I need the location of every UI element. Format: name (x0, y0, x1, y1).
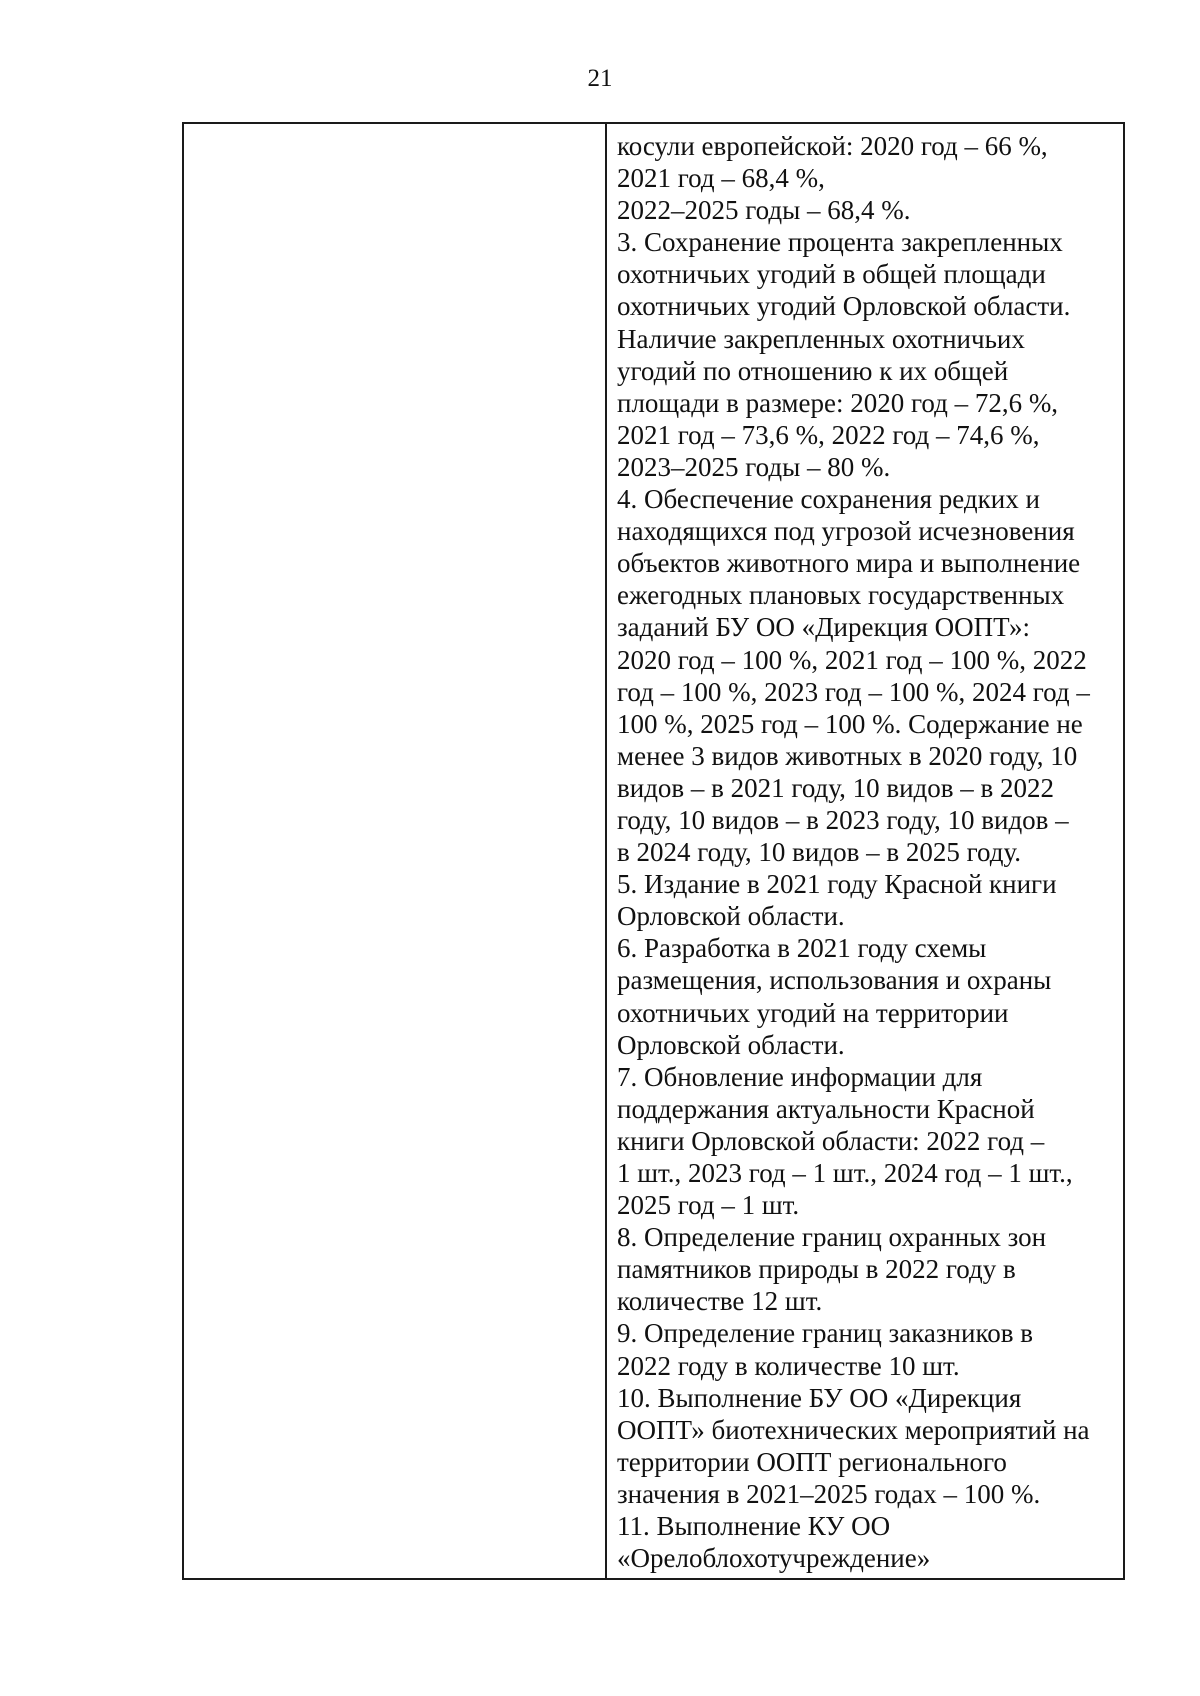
text-line: 7. Обновление информации для (617, 1061, 983, 1092)
text-line: значения в 2021–2025 годах – 100 %. (617, 1478, 1041, 1509)
table-left-cell (184, 124, 607, 1578)
text-line: 5. Издание в 2021 году Красной книги (617, 869, 1057, 900)
text-line: 2022–2025 годы – 68,4 %. (617, 195, 911, 226)
text-line: площади в размере: 2020 год – 72,6 %, (617, 387, 1059, 418)
text-line: «Орелоблохотучреждение» (617, 1543, 931, 1574)
text-line: памятников природы в 2022 году в (617, 1254, 1016, 1285)
text-line: поддержания актуальности Красной (617, 1093, 1035, 1124)
text-line: территории ООПТ регионального (617, 1446, 1007, 1477)
text-line: Наличие закрепленных охотничьих (617, 323, 1025, 354)
text-line: Орловской области. (617, 1029, 845, 1060)
text-line: 4. Обеспечение сохранения редких и (617, 484, 1040, 515)
text-line: 2021 год – 73,6 %, 2022 год – 74,6 %, (617, 419, 1040, 450)
table-right-cell (607, 124, 1123, 1578)
text-line: угодий по отношению к их общей (617, 355, 1009, 386)
text-line: заданий БУ ОО «Дирекция ООПТ»: (617, 612, 1030, 643)
text-line: ежегодных плановых государственных (617, 580, 1065, 611)
text-line: 2020 год – 100 %, 2021 год – 100 %, 2022 (617, 644, 1087, 675)
text-line: объектов животного мира и выполнение (617, 548, 1081, 579)
text-line: 10. Выполнение БУ ОО «Дирекция (617, 1382, 1022, 1413)
text-line: 11. Выполнение КУ ОО (617, 1511, 891, 1542)
text-line: охотничьих угодий в общей площади (617, 259, 1046, 290)
text-line: 1 шт., 2023 год – 1 шт., 2024 год – 1 шт., (617, 1158, 1073, 1188)
text-line: охотничьих угодий Орловской области. (617, 291, 1071, 322)
text-line: косули европейской: 2020 год – 66 %, (617, 131, 1048, 161)
content-table (182, 122, 1125, 1580)
text-line: 2021 год – 68,4 %, (617, 163, 825, 194)
text-line: 100 %, 2025 год – 100 %. Содержание не (617, 708, 1083, 739)
text-line: год – 100 %, 2023 год – 100 %, 2024 год – (617, 676, 1090, 707)
text-line: ООПТ» биотехнических мероприятий на (617, 1414, 1090, 1445)
text-line: 3. Сохранение процента закрепленных (617, 227, 1063, 258)
text-line: 6. Разработка в 2021 году схемы (617, 933, 987, 964)
text-line: размещения, использования и охраны (617, 965, 1052, 996)
text-line: Орловской области. (617, 901, 845, 932)
text-line: количестве 12 шт. (617, 1286, 823, 1317)
text-line: 2022 году в количестве 10 шт. (617, 1350, 960, 1381)
text-line: менее 3 видов животных в 2020 году, 10 (617, 740, 1078, 771)
text-line: 2023–2025 годы – 80 %. (617, 451, 891, 482)
text-line: в 2024 году, 10 видов – в 2025 году. (617, 837, 1021, 868)
text-line: видов – в 2021 году, 10 видов – в 2022 (617, 772, 1055, 803)
text-line: книги Орловской области: 2022 год – (617, 1125, 1045, 1156)
text-line: 9. Определение границ заказников в (617, 1318, 1033, 1349)
text-line: году, 10 видов – в 2023 году, 10 видов – (617, 804, 1069, 835)
text-line: находящихся под угрозой исчезновения (617, 516, 1075, 547)
text-line: 2025 год – 1 шт. (617, 1190, 800, 1221)
page-number: 21 (587, 65, 613, 92)
text-line: 8. Определение границ охранных зон (617, 1222, 1047, 1253)
text-line: охотничьих угодий на территории (617, 997, 1009, 1028)
